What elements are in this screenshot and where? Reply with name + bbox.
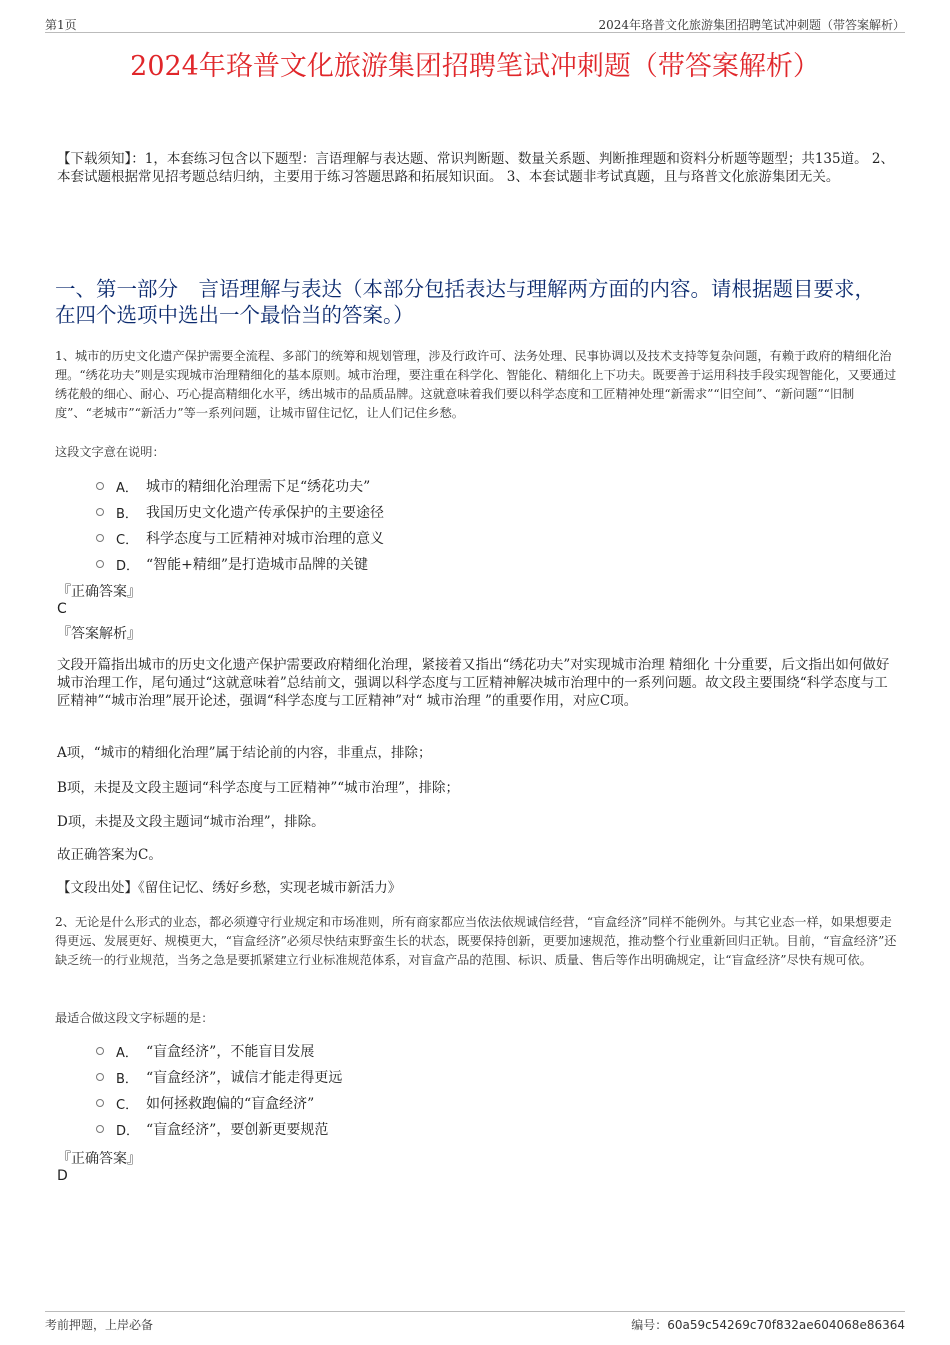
page-header: [45, 14, 905, 33]
q1-analysis-d: D项，未提及文段主题词“城市治理”，排除。: [57, 814, 325, 830]
q1-source: 【文段出处】《留住记忆、绣好乡愁，实现老城市新活力》: [57, 880, 402, 896]
q2-option-b[interactable]: B． “盲盒经济”，诚信才能走得更远: [96, 1064, 696, 1090]
section-heading: 一、第一部分 言语理解与表达（本部分包括表达与理解两方面的内容。请根据题目要求，在四个选项中选出一个最恰当的答案。）: [55, 277, 875, 327]
radio-icon[interactable]: [96, 1099, 104, 1107]
q2-option-a[interactable]: A． “盲盒经济”，不能盲目发展: [96, 1038, 696, 1064]
download-notice: 【下载须知】：1，本套练习包含以下题型：言语理解与表达题、常识判断题、数量关系题、判断推理题和资料分析题等题型；共135道。 2、本套试题根据常见招考题总结归纳，主要用于练习答题思路和拓展知识面。 3、本套试题非考试真题，且与珞普文化旅游集团无关。: [57, 151, 894, 185]
q1-options: [96, 473, 696, 577]
footer-code: 编号：60a59c54269c70f832ae604068e86364: [631, 1318, 905, 1332]
q1-option-a[interactable]: A． 城市的精细化治理需下足“绣花功夫”: [96, 473, 696, 499]
radio-icon[interactable]: [96, 1047, 104, 1055]
page-number: 第1页: [45, 18, 77, 32]
q1-option-d[interactable]: D． “智能+精细”是打造城市品牌的关键: [96, 551, 696, 577]
page-title: 2024年珞普文化旅游集团招聘笔试冲刺题（带答案解析）: [130, 51, 820, 82]
q1-analysis-main: 文段开篇指出城市的历史文化遗产保护需要政府精细化治理，紧接着又指出“绣花功夫”对实现城市治理 精细化 十分重要，后文指出如何做好城市治理工作，尾句通过“这就意味着”总结前文，强调以科学态度与工匠精神解决城市治理中的一系列问题。故文段主要围绕“科学态度与工匠精神”“城市治理”展开论述，强调“科学态度与工匠精神”对“ 城市治理 ”的重要作用，对应C项。: [57, 657, 890, 709]
q2-option-d[interactable]: D． “盲盒经济”，要创新更要规范: [96, 1116, 696, 1142]
q1-answer-label: 『正确答案』: [57, 584, 141, 600]
page-footer: [45, 1311, 905, 1332]
q1-option-c[interactable]: C． 科学态度与工匠精神对城市治理的意义: [96, 525, 696, 551]
q1-analysis-conclusion: 故正确答案为C。: [57, 847, 162, 863]
radio-icon[interactable]: [96, 482, 104, 490]
radio-icon[interactable]: [96, 1125, 104, 1133]
q2-answer-label: 『正确答案』: [57, 1151, 141, 1167]
q1-analysis-a: A项，“城市的精细化治理”属于结论前的内容，非重点，排除；: [57, 745, 432, 761]
q2-answer: D: [57, 1168, 68, 1184]
q2-prompt: 最适合做这段文字标题的是：: [55, 1011, 214, 1025]
footer-slogan: 考前押题，上岸必备: [45, 1318, 154, 1332]
radio-icon[interactable]: [96, 508, 104, 516]
q1-prompt: 这段文字意在说明：: [55, 445, 165, 459]
q1-analysis-label: 『答案解析』: [57, 626, 141, 642]
q2-options: [96, 1038, 696, 1142]
q1-option-b[interactable]: B． 我国历史文化遗产传承保护的主要途径: [96, 499, 696, 525]
radio-icon[interactable]: [96, 534, 104, 542]
header-doc-title: 2024年珞普文化旅游集团招聘笔试冲刺题（带答案解析）: [598, 18, 905, 32]
q2-passage: 2、无论是什么形式的业态，都必须遵守行业规定和市场准则，所有商家都应当依法依规诚信经营，“盲盒经济”同样不能例外。与其它业态一样，如果想要走得更远、发展更好、规模更大，“盲盒经济”必须尽快结束野蛮生长的状态，既要保持创新，更要加速规范，推动整个行业重新回归正轨。目前，“盲盒经济”还缺乏统一的行业规范，当务之急是要抓紧建立行业标准规范体系，对盲盒产品的范围、标识、质量、售后等作出明确规定，让“盲盒经济”尽快有规可依。: [55, 915, 897, 967]
radio-icon[interactable]: [96, 560, 104, 568]
q2-option-c[interactable]: C． 如何拯救跑偏的“盲盒经济”: [96, 1090, 696, 1116]
q1-analysis-b: B项，未提及文段主题词“科学态度与工匠精神”“城市治理”，排除；: [57, 780, 460, 796]
q1-answer: C: [57, 601, 67, 617]
q1-passage: 1、城市的历史文化遗产保护需要全流程、多部门的统筹和规划管理，涉及行政许可、法务处理、民事协调以及技术支持等复杂问题，有赖于政府的精细化治理。“绣花功夫”则是实现城市治理精细化的基本原则。城市治理，要注重在科学化、智能化、精细化上下功夫。既要善于运用科技手段实现智能化，又要通过绣花般的细心、耐心、巧心提高精细化水平，绣出城市的品质品牌。这就意味着我们要以科学态度和工匠精神处理“新需求”“旧空间”、“新问题”“旧制度”、“老城市”“新活力”等一系列问题，让城市留住记忆，让人们记住乡愁。: [55, 349, 897, 420]
radio-icon[interactable]: [96, 1073, 104, 1081]
